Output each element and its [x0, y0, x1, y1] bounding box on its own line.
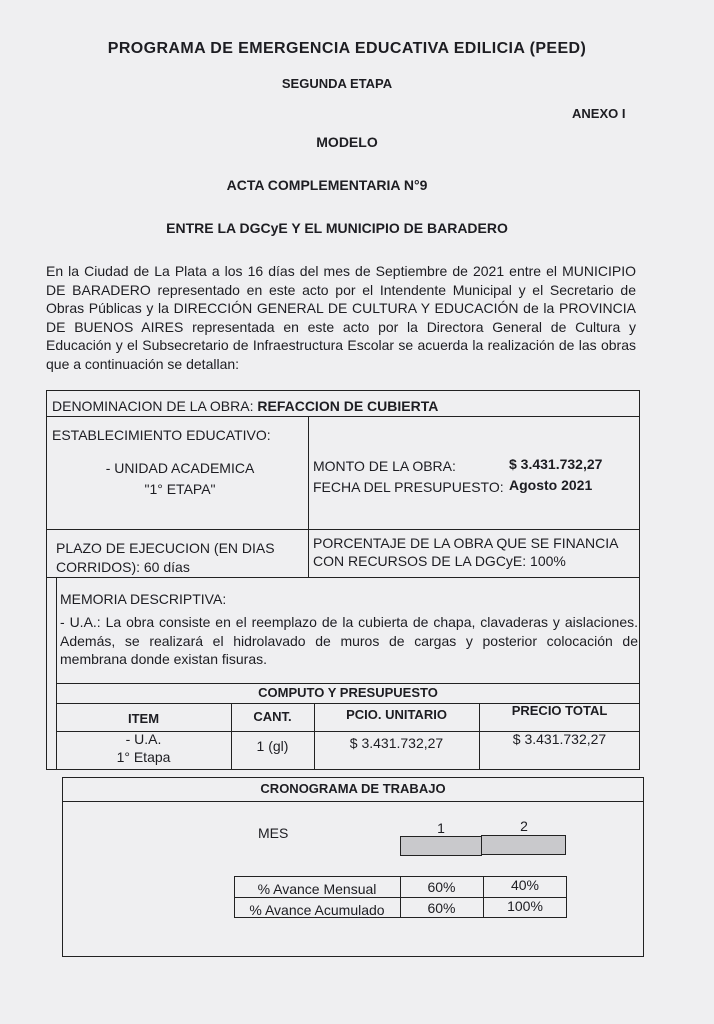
memo-text: - U.A.: La obra consiste en el reemplazo de la cubierta de chapa, clavaderas y aislaciones. Además, se realizará el hidrolavado de muros de cargas y posterior colocación de membrana donde existan fisuras.: [60, 614, 638, 667]
schedule-title: CRONOGRAMA DE TRABAJO: [260, 781, 446, 796]
cumulative-progress-label: % Avance Acumulado: [249, 902, 385, 918]
model-heading: MODELO: [316, 134, 378, 150]
parties-heading: ENTRE LA DGCyE Y EL MUNICIPIO DE BARADERO: [166, 220, 508, 236]
budget-title: COMPUTO Y PRESUPUESTO: [258, 685, 438, 700]
memo-label: MEMORIA DESCRIPTIVA:: [60, 591, 227, 607]
budget-date-label: FECHA DEL PRESUPUESTO:: [313, 479, 504, 495]
term-line1: PLAZO DE EJECUCION (EN DIAS: [56, 540, 275, 556]
row-qty: 1 (gl): [256, 738, 289, 754]
row-item-line2: 1° Etapa: [116, 749, 171, 765]
month-1-bar: [400, 836, 482, 856]
row-item-line1: - U.A.: [125, 731, 162, 747]
act-heading: ACTA COMPLEMENTARIA N°9: [226, 177, 428, 193]
month-1: 1: [437, 820, 445, 836]
header-unit-price: PCIO. UNITARIO: [346, 707, 447, 722]
financing-line2: CON RECURSOS DE LA DGCyE: 100%: [313, 553, 566, 569]
school-line1: - UNIDAD ACADEMICA: [105, 460, 255, 476]
intro-paragraph: En la Ciudad de La Plata a los 16 días del mes de Septiembre de 2021 entre el MUNICIPIO DE BARADERO representado en este acto por el Intendente Municipal y el Secretario de Obras Públicas y la DIRECCIÓN GENERAL DE CULTURA Y EDUCACIÓN de la PROVINCIA DE BUENOS AIRES representada en este acto por la Directora General de Cultura y Educación y el Subsecretario de Infraestructura Escolar se acuerda la realización de las obras que a continuación se detallan:: [46, 263, 636, 372]
month-label: MES: [258, 825, 289, 841]
header-item: ITEM: [127, 711, 160, 726]
month-2-bar: [481, 835, 566, 855]
annex-label: ANEXO I: [572, 106, 626, 121]
work-name-value: REFACCION DE CUBIERTA: [257, 398, 439, 414]
header-qty: CANT.: [253, 709, 292, 724]
month-2: 2: [520, 818, 528, 834]
school-label: ESTABLECIMIENTO EDUCATIVO:: [52, 427, 271, 443]
monthly-progress-label: % Avance Mensual: [257, 881, 377, 897]
stage-subtitle: SEGUNDA ETAPA: [281, 76, 393, 91]
budget-date-value: Agosto 2021: [509, 477, 593, 493]
work-name: [52, 398, 438, 414]
header-total-price: PRECIO TOTAL: [511, 703, 608, 718]
amount-label: MONTO DE LA OBRA:: [313, 458, 456, 474]
program-title: PROGRAMA DE EMERGENCIA EDUCATIVA EDILICIA (PEED): [107, 40, 587, 57]
cumulative-progress-2: 100%: [507, 898, 543, 914]
schedule-table: [62, 777, 644, 957]
row-total-price: $ 3.431.732,27: [512, 731, 607, 747]
cumulative-progress-1: 60%: [427, 900, 456, 916]
monthly-progress-1: 60%: [427, 879, 456, 895]
financing-line1: PORCENTAJE DE LA OBRA QUE SE FINANCIA: [313, 535, 619, 551]
amount-value: $ 3.431.732,27: [509, 456, 603, 472]
term-line2: CORRIDOS): 60 días: [56, 559, 190, 575]
row-unit-price: $ 3.431.732,27: [349, 735, 444, 751]
work-name-label: DENOMINACION DE LA OBRA:: [52, 398, 254, 414]
school-line2: "1° ETAPA": [144, 481, 216, 497]
monthly-progress-2: 40%: [510, 877, 540, 893]
